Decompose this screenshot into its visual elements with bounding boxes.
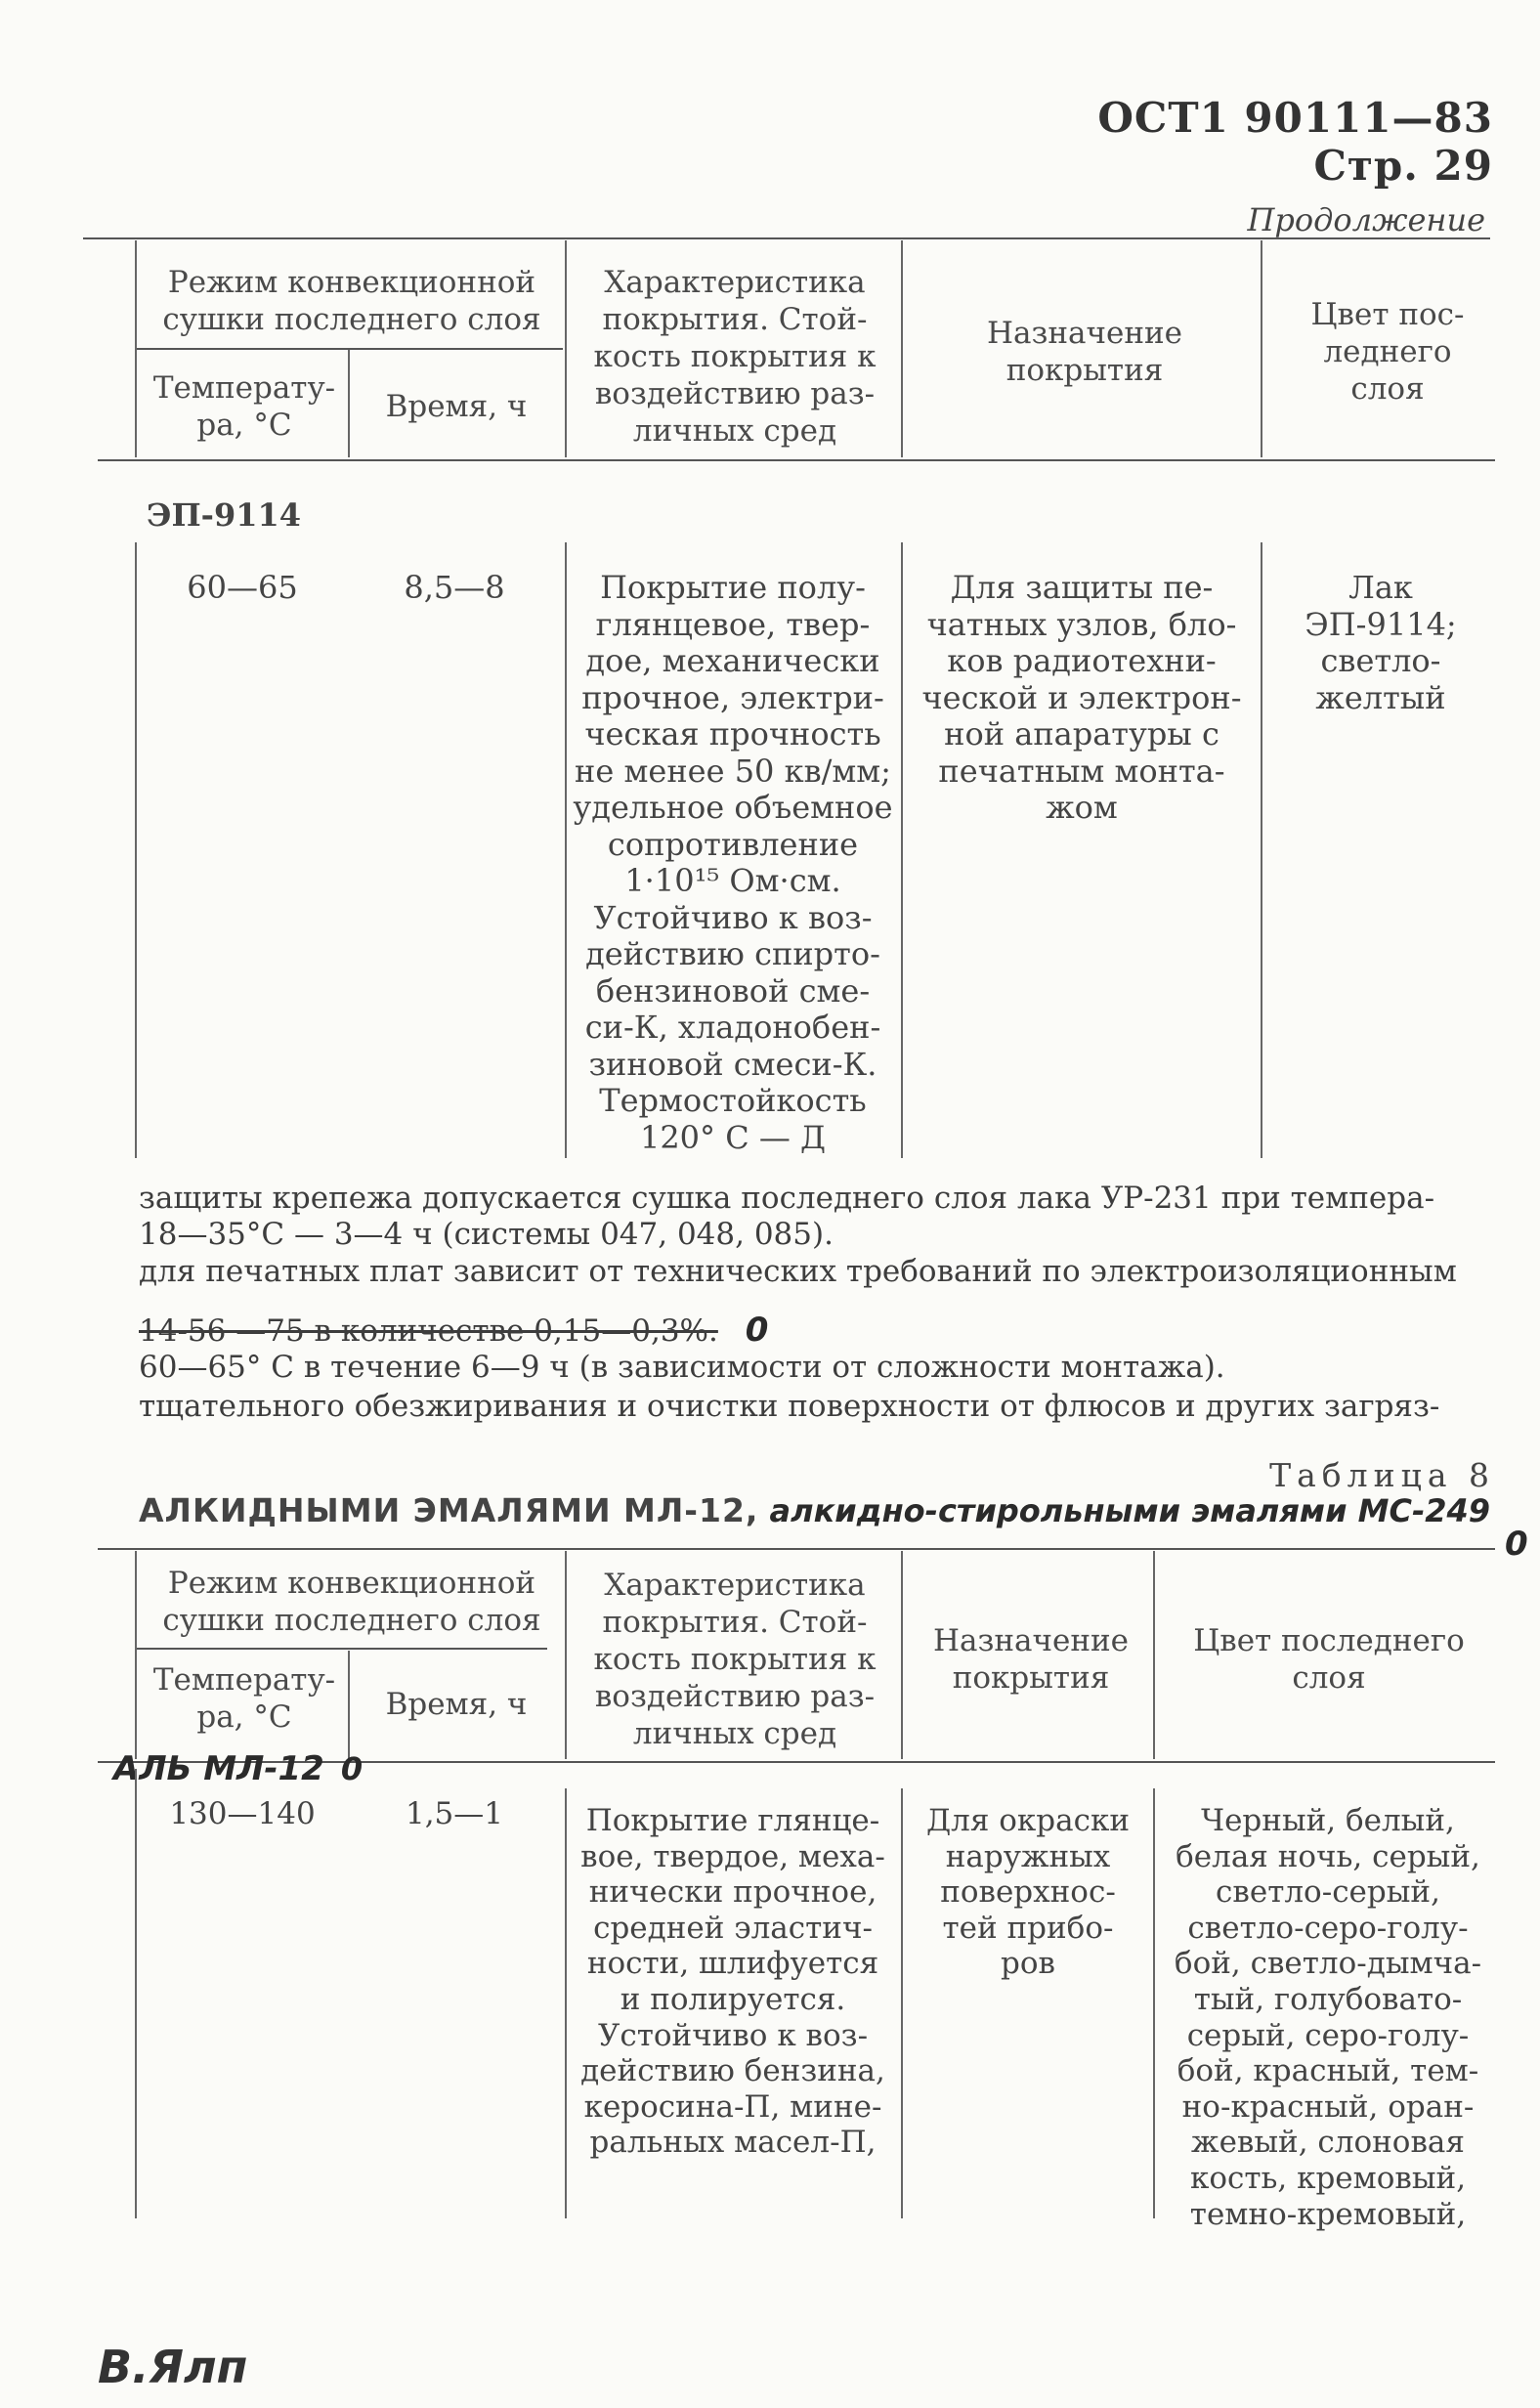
color-line: серый, серо-голу- [1186,2017,1470,2053]
note-line: 60—65° С в течение 6—9 ч (в зависимости от сложности монтажа). [139,1350,1225,1385]
cell-purpose [907,1803,1149,1982]
header-drying-mode: Режим конвекционной сушки последнего слоя [162,1566,541,1638]
color-line: светло- [1320,642,1441,679]
color-line: желтый [1315,678,1446,716]
table-title-printed: АЛКИДНЫМИ ЭМАЛЯМИ МЛ-12, [139,1491,759,1529]
cell-characteristics [569,570,897,1156]
table8-body-divider-4 [1153,1788,1155,2218]
header-time: Время, ч [385,389,528,424]
table8-divider-1 [135,1551,137,1759]
handwritten-title-mark: 0 [1505,1525,1528,1564]
purpose-line: Для защиты пе- [950,569,1214,606]
characteristics-line: Покрытие полу- [600,569,866,606]
table8-subheader-rule [137,1648,547,1650]
handwritten-group-mark: 0 [340,1750,364,1787]
struck-text: 14-56 —75 в количестве 0,15—0,3%. [139,1313,718,1349]
cell-purpose [907,570,1257,827]
color-line: светло-серый, [1216,1874,1440,1911]
cell-temperature: 60—65 [187,569,298,606]
characteristics-line: ральных масел-П, [589,2125,877,2161]
purpose-line: наружных [945,1838,1111,1874]
header-temperature: Температу-ра, °С [152,1662,336,1735]
header-drying-mode: Режим конвекционной сушки последнего слоя [162,265,541,337]
purpose-line: Для окраски [925,1803,1131,1838]
table1-body-divider-3 [901,542,903,1158]
purpose-line: жом [1046,789,1118,826]
table8-divider-3 [901,1551,903,1759]
cell-time: 1,5—1 [405,1796,504,1831]
header-characteristics: Характеристика покрытия. Стой-кость покрытия к воздействию раз-личных сред [593,265,877,449]
table8-divider-temp-time [348,1651,350,1759]
page-header: ОСТ1 90111—83 Стр. 29 [1097,94,1493,190]
characteristics-line: сопротивление [607,825,859,863]
color-line: бой, красный, тем- [1176,2053,1479,2089]
table8-body-divider-2 [565,1788,567,2218]
characteristics-line: Покрытие глянце- [585,1803,880,1838]
color-line: но-красный, оран- [1181,2088,1475,2125]
table1-divider-4 [1261,240,1262,457]
header-color: Цвет пос-леднего слоя [1310,297,1465,407]
characteristics-line: и полируется. [620,1981,846,2017]
color-line: светло-серо-голу- [1187,1910,1469,1946]
characteristics-line: бензиновой сме- [595,971,871,1010]
table8-body-divider-1 [135,1769,137,2218]
characteristics-line: ности, шлифуется [586,1946,879,1982]
cell-time: 8,5—8 [404,569,505,606]
header-purpose: Назначение покрытия [986,316,1183,388]
table1-subheader-rule [137,348,563,350]
handwritten-title-addition: алкидно-стирольными эмалями МС-249 [769,1492,1491,1529]
purpose-line: поверхнос- [940,1874,1116,1911]
characteristics-line: Устойчиво к воз- [593,898,873,936]
purpose-line: ров [1001,1946,1055,1982]
color-line: тый, голубовато- [1193,1981,1463,2017]
purpose-line: тей прибо- [942,1910,1114,1946]
group-label: ЭП-9114 [147,496,302,534]
purpose-line: ной апаратуры с [944,715,1219,752]
table1-divider-1 [135,240,137,457]
characteristics-line: 1·10¹⁵ Ом·см. [624,862,841,899]
table8-divider-4 [1153,1551,1155,1759]
header-time: Время, ч [385,1687,528,1722]
characteristics-line: си-К, хладонобен- [584,1009,881,1046]
characteristics-line: дое, механически [585,642,880,679]
table-title [139,1491,1490,1529]
characteristics-line: нически прочное, [588,1874,877,1911]
continuation-label: Продолжение [1247,201,1485,238]
color-line: белая ночь, серый, [1176,1838,1480,1874]
cell-characteristics [569,1803,897,2161]
characteristics-line: зиновой смеси-К. [588,1045,877,1083]
table8-top-rule [98,1548,1495,1550]
table8-divider-2 [565,1551,567,1759]
header-color: Цвет последнего слоя [1193,1623,1465,1696]
table1-body-divider-2 [565,542,567,1158]
color-line: Лак [1348,569,1413,606]
table1-body-divider-1 [135,542,137,1158]
characteristics-line: действию бензина, [580,2053,885,2089]
color-line: ЭП-9114; [1305,605,1457,643]
purpose-line: чатных узлов, бло- [926,605,1237,643]
color-line: темно-кремовый, [1189,2196,1467,2232]
characteristics-line: удельное объемное [573,789,893,826]
characteristics-line: средней эластич- [593,1910,873,1946]
table1-header-bottom-rule [98,459,1495,461]
color-line: кость, кремовый, [1189,2160,1467,2196]
purpose-line: печатным монта- [938,752,1225,790]
header-purpose: Назначение покрытия [932,1623,1130,1696]
table1-divider-2 [565,240,567,457]
handwritten-group-label [113,1749,363,1788]
header-temperature: Температу-ра, °С [152,370,336,443]
note-line: тщательного обезжиривания и очистки поверхности от флюсов и других загряз- [139,1389,1440,1424]
note-line: для печатных плат зависит от технических требований по электроизоляционным [139,1254,1457,1289]
color-line: Черный, белый, [1201,1803,1455,1838]
handwritten-note-mark: 0 [745,1311,769,1350]
cell-color [1159,1803,1497,2232]
note-line: защиты крепежа допускается сушка последнего слоя лака УР-231 при темпера- [139,1181,1435,1216]
characteristics-line: не менее 50 кв/мм; [575,752,891,790]
note-line-struck [139,1312,1507,1350]
characteristics-line: прочное, электри- [581,678,884,716]
handwritten-group-text: АЛЬ МЛ-12 [113,1749,324,1788]
table1-top-rule [83,237,1490,239]
characteristics-line: вое, твердое, меха- [580,1838,885,1874]
cell-color [1266,570,1495,716]
table8-body-divider-3 [901,1788,903,2218]
handwritten-signature: В.Ялп [98,2341,248,2393]
table-label: Таблица 8 [1269,1456,1495,1494]
characteristics-line: ческая прочность [584,715,881,752]
characteristics-line: глянцевое, твер- [595,605,871,643]
characteristics-line: Термостойкость [599,1082,867,1119]
cell-temperature: 130—140 [169,1796,316,1831]
characteristics-line: керосина-П, мине- [583,2088,882,2125]
color-line: бой, светло-дымча- [1174,1946,1482,1982]
table1-divider-temp-time [348,350,350,457]
purpose-line: ческой и электрон- [921,678,1242,716]
header-characteristics: Характеристика покрытия. Стой-кость покрытия к воздействию раз-личных сред [593,1568,877,1751]
characteristics-line: действию спирто- [585,935,880,972]
characteristics-line: 120° С — Д [639,1118,827,1156]
color-line: жевый, слоновая [1191,2125,1465,2161]
note-line: 18—35°С — 3—4 ч (системы 047, 048, 085). [139,1217,834,1252]
table1-divider-3 [901,240,903,457]
purpose-line: ков радиотехни- [947,642,1217,679]
characteristics-line: Устойчиво к воз- [597,2017,869,2053]
table1-body-divider-4 [1261,542,1262,1158]
